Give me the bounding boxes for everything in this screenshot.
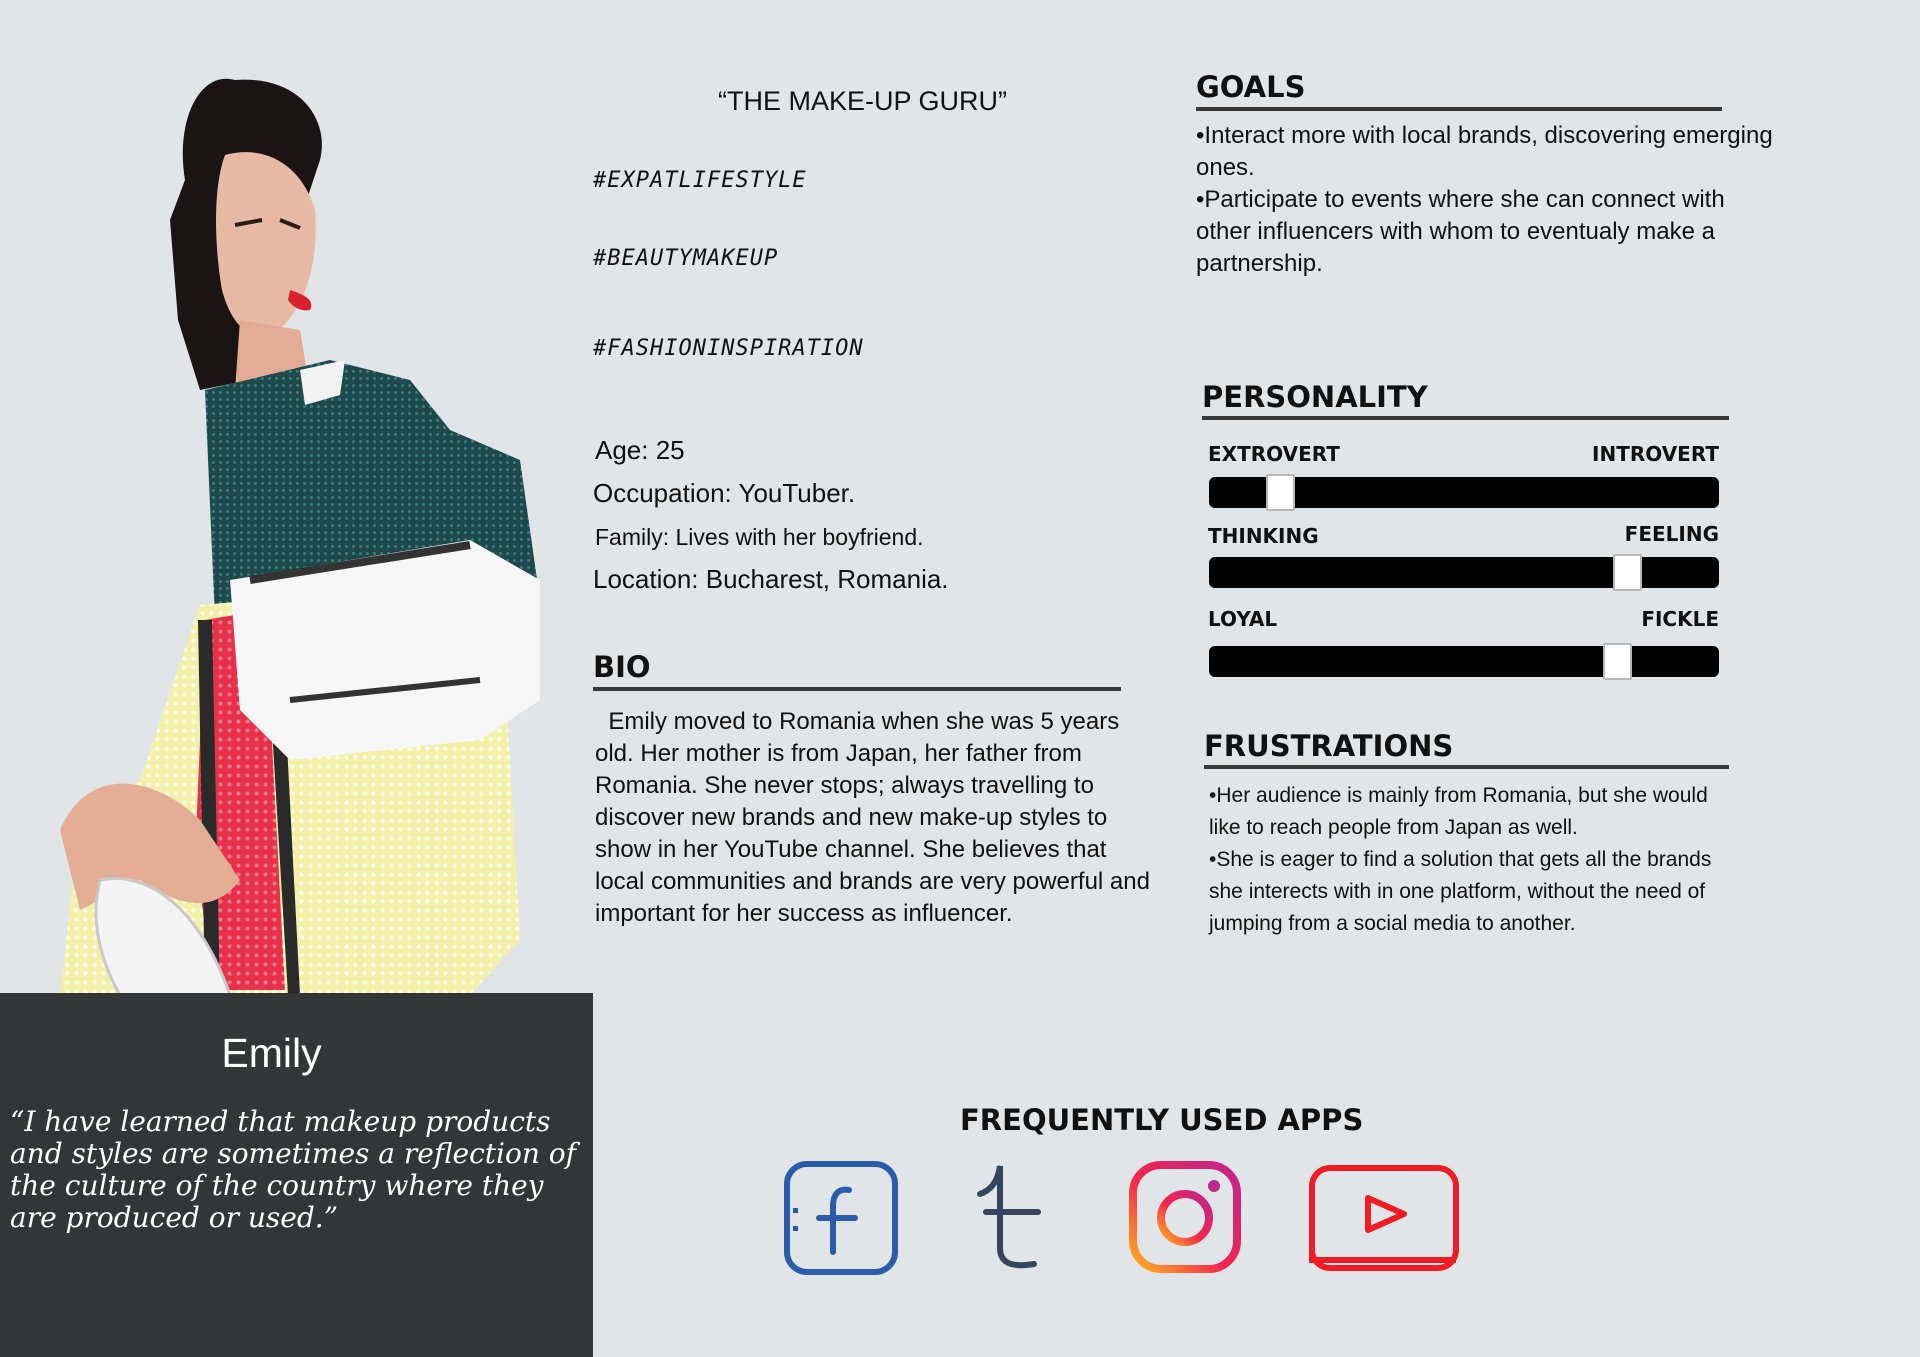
fact-age: Age: 25 xyxy=(595,435,685,465)
trait-slider[interactable] xyxy=(1209,477,1719,508)
goal-item: •Participate to events where she can connect with other influencers with whom to eventualy make a partnership. xyxy=(1196,186,1725,277)
trait-left-label: EXTROVERT xyxy=(1208,442,1340,466)
personality-heading: PERSONALITY xyxy=(1202,380,1428,414)
bio-divider xyxy=(593,687,1121,691)
frustration-item: •Her audience is mainly from Romania, but she would like to reach people from Japan as well. xyxy=(1209,784,1708,839)
frustrations-list xyxy=(1209,780,1729,940)
trait-right-label: FICKLE xyxy=(1641,607,1719,631)
persona-photo xyxy=(0,60,560,995)
fact-family: Family: Lives with her boyfriend. xyxy=(595,524,924,550)
tumblr-icon[interactable] xyxy=(956,1160,1072,1276)
frustrations-divider xyxy=(1204,765,1729,769)
facebook-icon[interactable] xyxy=(783,1160,899,1276)
persona-tagline: “THE MAKE-UP GURU” xyxy=(718,86,1008,116)
personality-divider xyxy=(1202,416,1729,420)
hashtag: #BEAUTYMAKEUP xyxy=(593,246,779,271)
frustrations-heading: FRUSTRATIONS xyxy=(1204,729,1454,763)
hashtag: #EXPATLIFESTYLE xyxy=(593,168,807,193)
goals-heading: GOALS xyxy=(1196,70,1306,104)
trait-slider-thumb[interactable] xyxy=(1613,554,1642,591)
trait-slider[interactable] xyxy=(1209,557,1719,588)
youtube-icon[interactable] xyxy=(1308,1160,1460,1276)
goal-item: •Interact more with local brands, discovering emerging ones. xyxy=(1196,122,1773,181)
persona-name: Emily xyxy=(221,1030,322,1076)
instagram-icon[interactable] xyxy=(1128,1160,1244,1276)
goals-list xyxy=(1196,120,1776,280)
apps-heading: FREQUENTLY USED APPS xyxy=(960,1103,1364,1137)
trait-slider-thumb[interactable] xyxy=(1603,643,1632,680)
trait-slider-thumb[interactable] xyxy=(1266,474,1295,511)
bio-text: Emily moved to Romania when she was 5 years old. Her mother is from Japan, her father from Romania. She never stops; always travelling to discover new brands and new make-up styles to show in her YouTube channel. She believes that local communities and brands are very powerful and important for her success as influencer. xyxy=(595,708,1157,927)
hashtag: #FASHIONINSPIRATION xyxy=(593,336,864,361)
fact-location: Location: Bucharest, Romania. xyxy=(593,564,949,594)
trait-slider[interactable] xyxy=(1209,646,1719,677)
bio-heading: BIO xyxy=(593,650,651,684)
goals-divider xyxy=(1196,107,1722,111)
persona-quote: “I have learned that makeup products and styles are sometimes a reflection of the culture of the country where they are produced or used.” xyxy=(10,1105,576,1234)
trait-left-label: LOYAL xyxy=(1208,607,1278,631)
trait-right-label: INTROVERT xyxy=(1592,442,1719,466)
trait-right-label: FEELING xyxy=(1624,522,1719,546)
fact-occupation: Occupation: YouTuber. xyxy=(593,478,856,508)
frustration-item: •She is eager to find a solution that gets all the brands she interects with in one platform, without the need of jumping from a social media to another. xyxy=(1209,848,1712,935)
trait-left-label: THINKING xyxy=(1208,524,1319,548)
